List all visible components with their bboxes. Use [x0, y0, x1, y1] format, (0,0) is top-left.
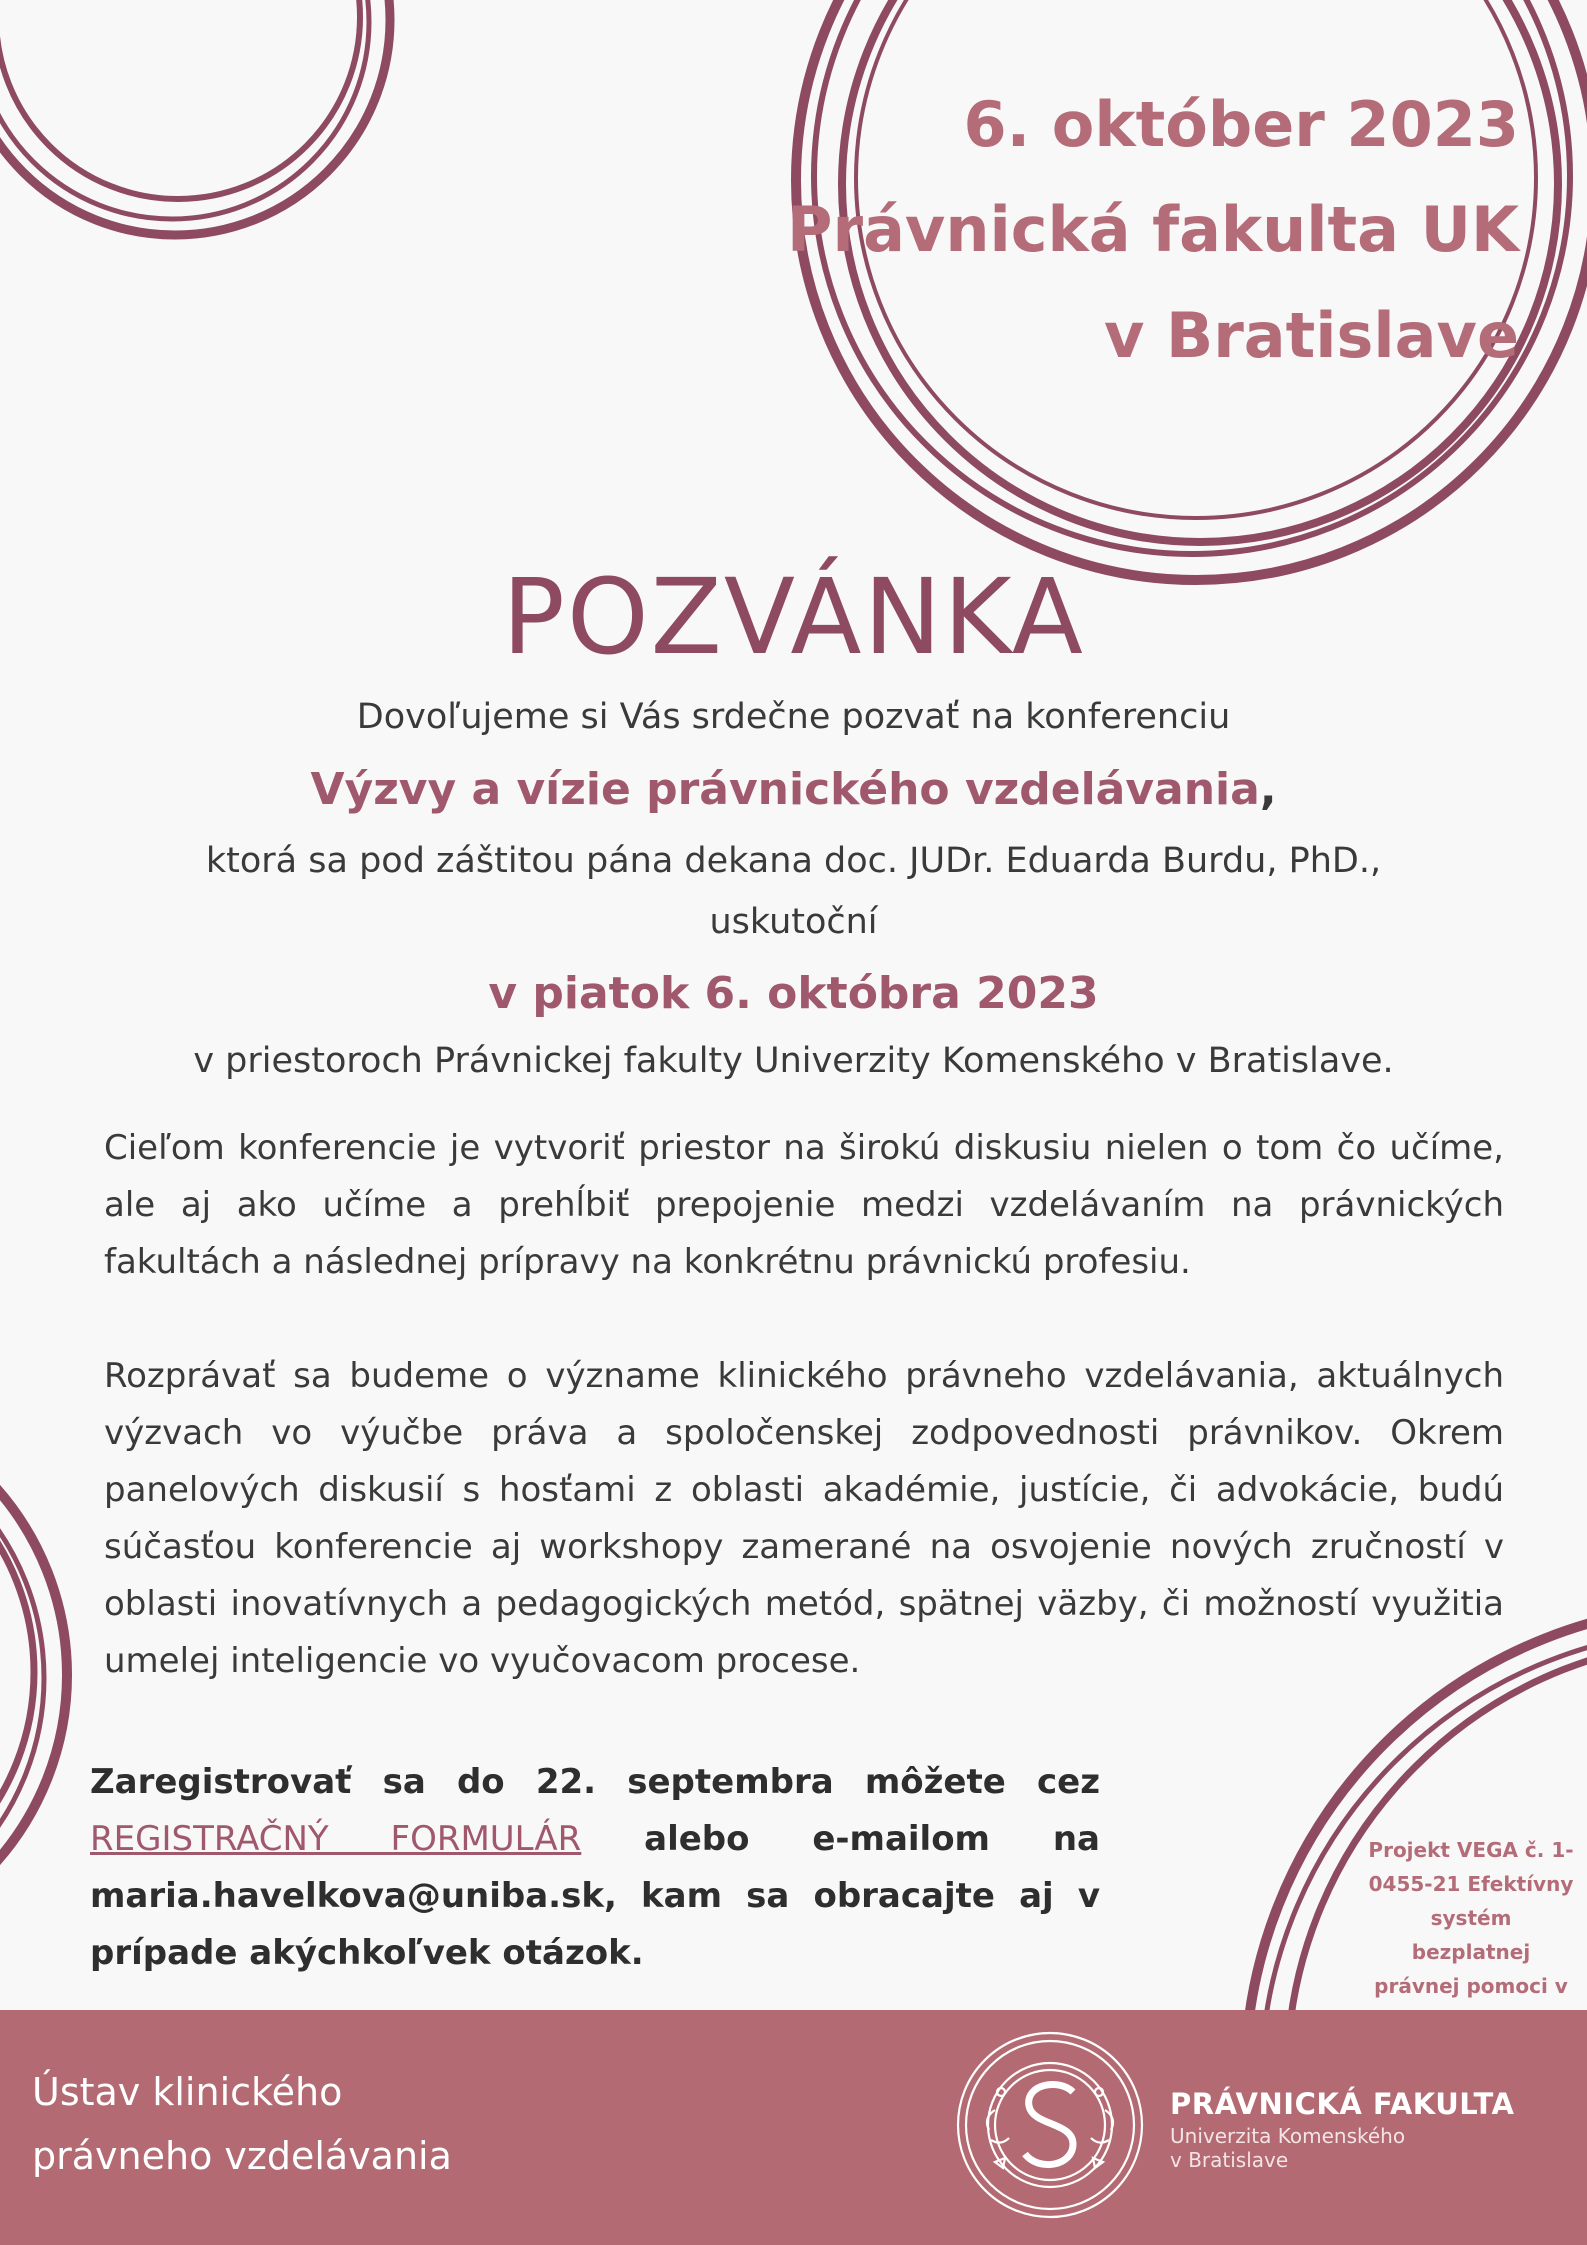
conference-name: Výzvy a vízie právnického vzdelávania [310, 764, 1260, 815]
venue-line: v priestoroch Právnickej fakulty Univerzity Komenského v Bratislave. [193, 1041, 1394, 1081]
header-faculty: Právnická fakulta UK [787, 193, 1519, 266]
ring-left [0, 1393, 67, 1957]
header-date: 6. október 2023 [963, 88, 1519, 161]
registration-text [90, 1754, 1100, 1982]
footer-faculty-name: PRÁVNICKÁ FAKULTA [1170, 2087, 1515, 2121]
footer-unit-line1: Ústav klinického [32, 2070, 343, 2114]
patron-line: ktorá sa pod záštitou pána dekana doc. JUDr. Eduarda Burdu, PhD., [205, 841, 1382, 881]
conference-comma: , [1259, 764, 1277, 815]
intro-line: Dovoľujeme si Vás srdečne pozvať na konferenciu [356, 697, 1231, 737]
registration-form-link[interactable]: REGISTRAČNÝ FORMULÁR [90, 1819, 582, 1859]
footer-unit-name [32, 2060, 452, 2188]
ring-top-left [0, 0, 390, 235]
footer-university-line1: Univerzita Komenského [1170, 2124, 1406, 2148]
page-title: POZVÁNKA [502, 556, 1085, 678]
conference-name-line [0, 764, 1587, 815]
paragraph-goal: Cieľom konferencie je vytvoriť priestor na širokú diskusiu nielen o tom čo učíme, ale aj ako učíme a prehĺbiť prepojenie medzi vzdelávaním na právnických fakultách a následnej prípravy na konkrétnu právnickú profesiu. [104, 1128, 1504, 1282]
registration-after: alebo e-mailom na maria.havelkova@uniba.sk, kam sa obracajte aj v prípade akýchkoľvek otázok. [90, 1819, 1100, 1973]
takes-place-line: uskutoční [709, 902, 878, 942]
registration-before: Zaregistrovať sa do 22. septembra môžete cez [90, 1762, 1100, 1802]
paragraph-topics: Rozprávať sa budeme o význame klinického právneho vzdelávania, aktuálnych výzvach vo výučbe práva a spoločenskej zodpovednosti právnikov. Okrem panelových diskusií s hosťami z oblasti akadémie, justície, či advokácie, budú súčasťou konferencie aj workshopy zamerané na osvojenie nových zručností v oblasti inovatívnych a pedagogických metód, spätnej väzby, či možností využitia umelej inteligencie vo vyučovacom procese. [104, 1356, 1504, 1681]
footer-university-line2: v Bratislave [1170, 2148, 1289, 2172]
footer-unit-line2: právneho vzdelávania [32, 2134, 452, 2178]
faculty-seal-icon [955, 2030, 1145, 2220]
header-city: v Bratislave [1103, 299, 1519, 372]
ring-top-right [796, 0, 1587, 580]
date-line: v piatok 6. októbra 2023 [488, 968, 1099, 1019]
project-note: Projekt VEGA č. 1-0455-21 Efektívny systém bezplatnej právnej pomoci v [1368, 1838, 1574, 1998]
